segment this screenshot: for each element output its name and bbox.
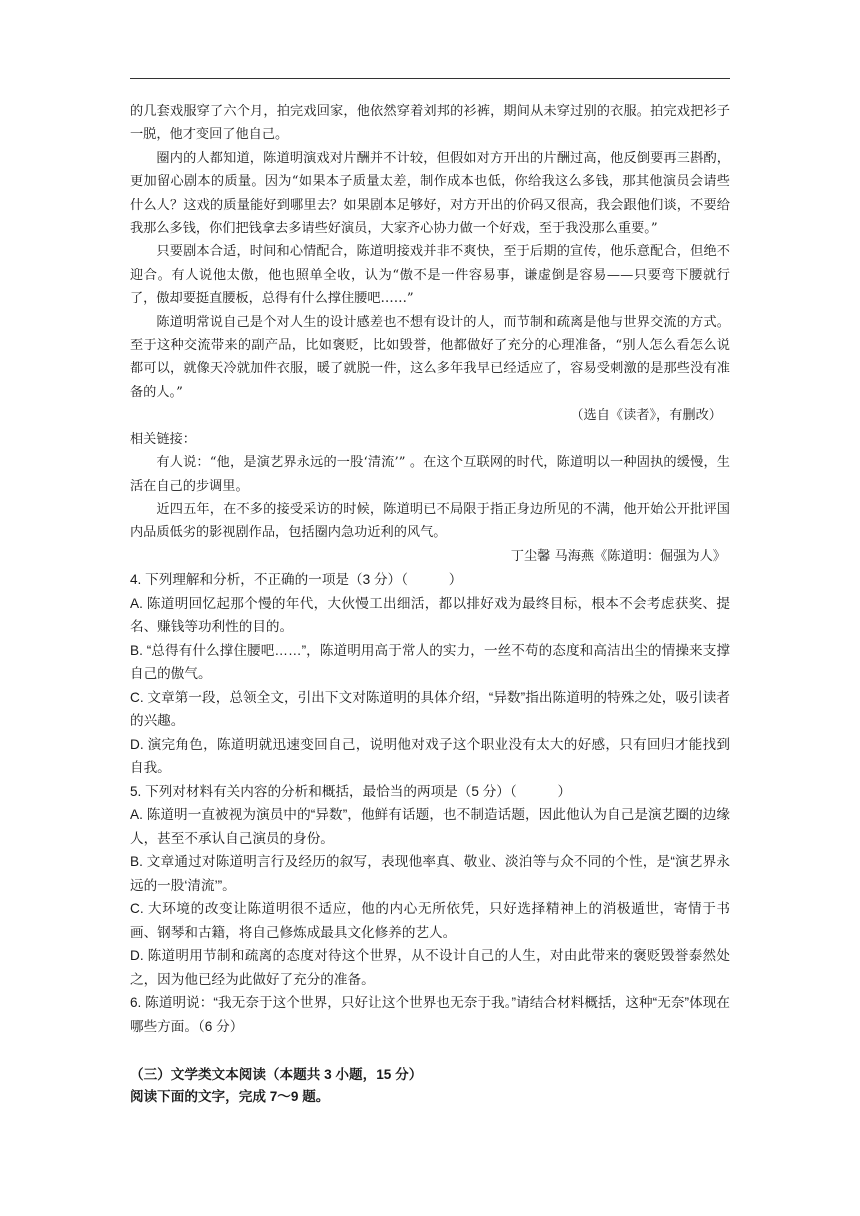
question-option: D. 陈道明用节制和疏离的态度对待这个世界，从不设计自己的人生，对由此带来的褒贬毁誉泰然处之，因为他已经为此做好了充分的准备。: [130, 948, 730, 987]
question-option: D. 演完角色，陈道明就迅速变回自己，说明他对戏子这个职业没有太大的好感，只有回归才能找到自我。: [130, 736, 730, 776]
section-instruction: 阅读下面的文字，完成 7～9 题。: [130, 1089, 330, 1105]
header-rule: [130, 78, 730, 79]
related-paragraph: 有人说：“他，是演艺界永远的一股‘清流’” 。在这个互联网的时代，陈道明以一种固执的缓慢，生活在自己的步调里。: [130, 455, 730, 494]
page-content: [130, 100, 730, 1108]
passage-paragraph: 只要剧本合适，时间和心情配合，陈道明接戏并非不爽快，至于后期的宣传，他乐意配合，但绝不迎合。有人说他太傲，他也照单全收，认为“傲不是一件容易事，谦虚倒是容易——只要弯下腰就行了，傲却要挺直腰板，总得有什么撑住腰吧……”: [130, 244, 730, 307]
question-5: [130, 780, 730, 992]
question-stem: 6. 陈道明说：“我无奈于这个世界，只好让这个世界也无奈于我。”请结合材料概括，这种“无奈”体现在哪些方面。（6 分）: [130, 995, 730, 1034]
section-title: （三）文学类文本阅读（本题共 3 小题，15 分）: [130, 1067, 423, 1083]
passage-paragraph: 陈道明常说自己是个对人生的设计感差也不想有设计的人，而节制和疏离是他与世界交流的方式。至于这种交流带来的副产品，比如褒贬，比如毁誉，他都做好了充分的心理准备，“别人怎么看怎么说都可以，就像天冷就加件衣服，暖了就脱一件，这么多年我早已经适应了，容易受刺激的是那些没有准备的人。”: [130, 314, 730, 400]
passage-source: （选自《读者》，有删改）: [570, 408, 722, 424]
question-stem: 4. 下列理解和分析，不正确的一项是（3 分）（ ）: [130, 572, 463, 588]
question-4: [130, 568, 730, 780]
question-option: C. 大环境的改变让陈道明很不适应，他的内心无所依凭，只好选择精神上的消极遁世，寄情于书画、钢琴和古籍，将自己修炼成最具文化修养的艺人。: [130, 901, 730, 940]
question-option: B. “总得有什么撑住腰吧……”，陈道明用高于常人的实力，一丝不苟的态度和高洁出尘的情操来支撑自己的傲气。: [130, 642, 730, 682]
related-paragraph: 近四五年，在不多的接受采访的时候，陈道明已不局限于指正身边所见的不满，他开始公开批评国内品质低劣的影视剧作品，包括圈内急功近利的风气。: [130, 501, 730, 541]
question-stem: 5. 下列对材料有关内容的分析和概括，最恰当的两项是（5 分）（ ）: [130, 783, 572, 799]
question-option: C. 文章第一段，总领全文，引出下文对陈道明的具体介绍，“异数”指出陈道明的特殊之处，吸引读者的兴趣。: [130, 689, 730, 729]
passage-paragraph: 的几套戏服穿了六个月，拍完戏回家，他依然穿着刘邦的衫裤，期间从未穿过别的衣服。拍完戏把衫子一脱，他才变回了他自己。: [130, 104, 730, 143]
section-spacer: [130, 1038, 730, 1064]
question-6: [130, 991, 730, 1038]
related-link-label: 相关链接：: [130, 431, 196, 447]
question-option: A. 陈道明一直被视为演员中的“异数”，他鲜有话题，也不制造话题，因此他认为自己是演艺圈的边缘人，甚至不承认自己演员的身份。: [130, 807, 730, 846]
question-option: B. 文章通过对陈道明言行及经历的叙写，表现他率真、敬业、淡泊等与众不同的个性，是“演艺界永远的一股‘清流’”。: [130, 854, 730, 893]
question-option: A. 陈道明回忆起那个慢的年代，大伙慢工出细活，都以排好戏为最终目标，根本不会考虑获奖、提名、赚钱等功利性的目的。: [130, 595, 730, 635]
passage-paragraph: 圈内的人都知道，陈道明演戏对片酬并不计较，但假如对方开出的片酬过高，他反倒要再三斟酌，更加留心剧本的质量。因为“如果本子质量太差，制作成本也低，你给我这么多钱，那其他演员会请些什么人？这戏的质量能好到哪里去？如果剧本足够好，对方开出的价码又很高，我会跟他们谈，不要给我那么多钱，你们把钱拿去多请些好演员，大家齐心协力做一个好戏，至于我没那么重要。”: [130, 150, 730, 237]
related-source: 丁尘馨 马海燕《陈道明：倔强为人》: [510, 548, 726, 564]
